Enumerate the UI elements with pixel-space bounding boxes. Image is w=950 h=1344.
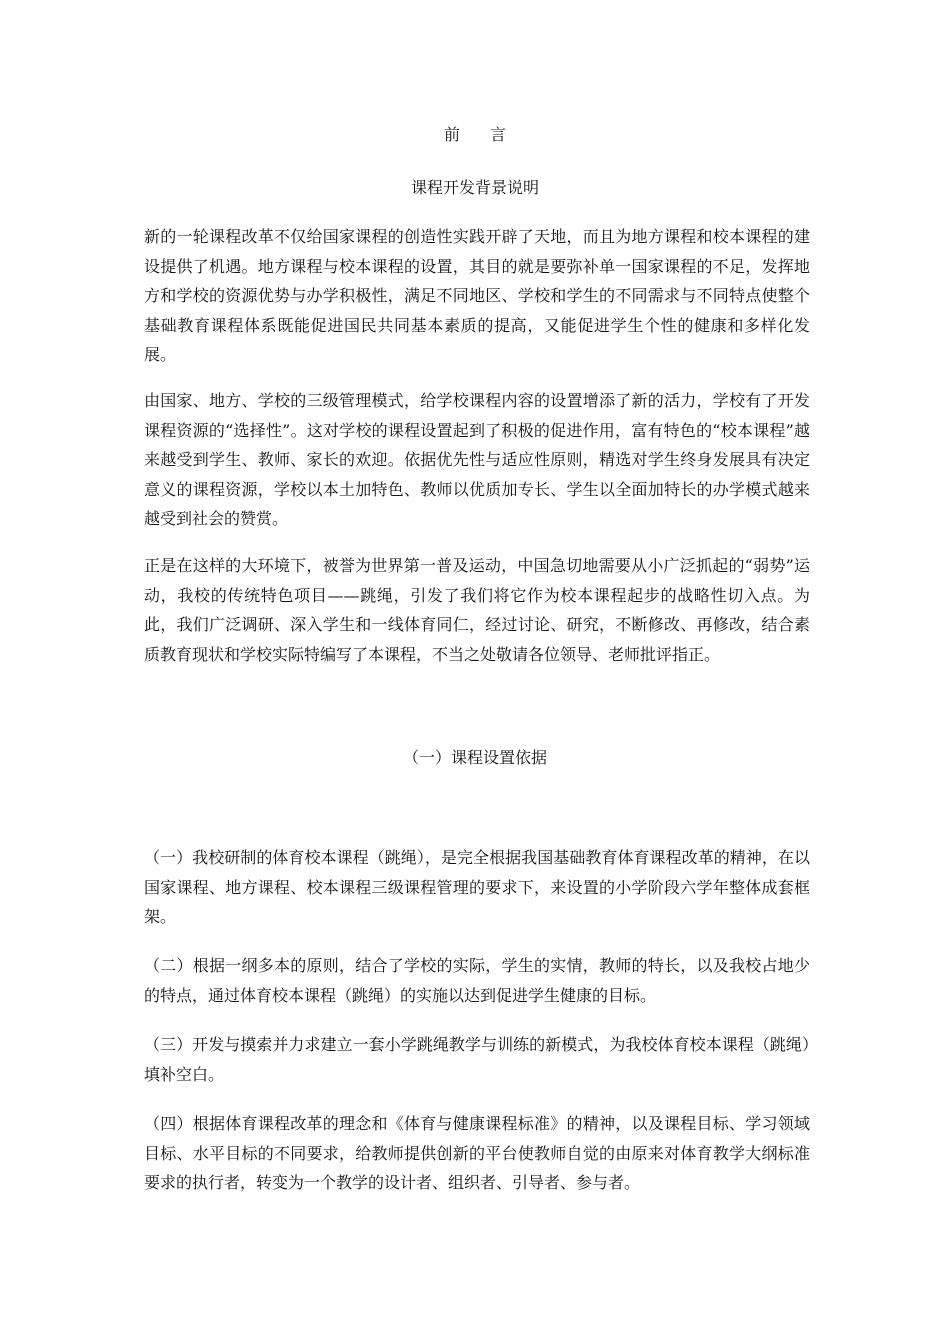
preface-paragraph-3: 正是在这样的大环境下，被誉为世界第一普及运动，中国急切地需要从小广泛抓起的“弱势”运动，我校的传统特色项目——跳绳，引发了我们将它作为校本课程起步的战略性切入点。为此，我们广泛调研、深入学生和一线体育同仁，经过讨论、研究，不断修改、再修改，结合素质教育现状和学校实际特编写了本课程，不当之处敬请各位领导、老师批评指正。 <box>144 556 810 664</box>
page-title-part1: 前 <box>443 125 460 144</box>
preface-paragraph-1: 新的一轮课程改革不仅给国家课程的创造性实践开辟了天地，而且为地方课程和校本课程的建设提供了机遇。地方课程与校本课程的设置，其目的就是要弥补单一国家课程的不足，发挥地方和学校的资源优势与办学积极性，满足不同地区、学校和学生的不同需求与不同特点使整个基础教育课程体系既能促进国民共同基本素质的提高，又能促进学生个性的健康和多样化发展。 <box>144 227 810 364</box>
section-item-3: （三）开发与摸索并力求建立一套小学跳绳教学与训练的新模式，为我校体育校本课程（跳绳）填补空白。 <box>144 1035 810 1084</box>
preface-paragraph-2: 由国家、地方、学校的三级管理模式，给学校课程内容的设置增添了新的活力，学校有了开发课程资源的“选择性”。这对学校的课程设置起到了积极的促进作用，富有特色的“校本课程”越来越受到学生、教师、家长的欢迎。依据优先性与适应性原则，精选对学生终身发展具有决定意义的课程资源，学校以本土加特色、教师以优质加专长、学生以全面加特长的办学模式越来越受到社会的赞赏。 <box>144 391 810 528</box>
section-item-1: （一）我校研制的体育校本课程（跳绳），是完全根据我国基础教育体育课程改革的精神，在以国家课程、地方课程、校本课程三级课程管理的要求下，来设置的小学阶段六学年整体成套框架。 <box>144 848 810 926</box>
section-item-2: （二）根据一纲多本的原则，结合了学校的实际，学生的实情，教师的特长，以及我校占地少的特点，通过体育校本课程（跳绳）的实施以达到促进学生健康的目标。 <box>144 956 810 1005</box>
page-title <box>0 122 950 145</box>
section-heading: （一）课程设置依据 <box>402 748 547 767</box>
section-item-4: （四）根据体育课程改革的理念和《体育与健康课程标准》的精神，以及课程目标、学习领域目标、水平目标的不同要求，给教师提供创新的平台使教师自觉的由原来对体育教学大纲标准要求的执行者，转变为一个教学的设计者、组织者、引导者、参与者。 <box>144 1114 810 1192</box>
page-title-part2: 言 <box>490 125 507 144</box>
page-subtitle: 课程开发背景说明 <box>410 178 539 197</box>
